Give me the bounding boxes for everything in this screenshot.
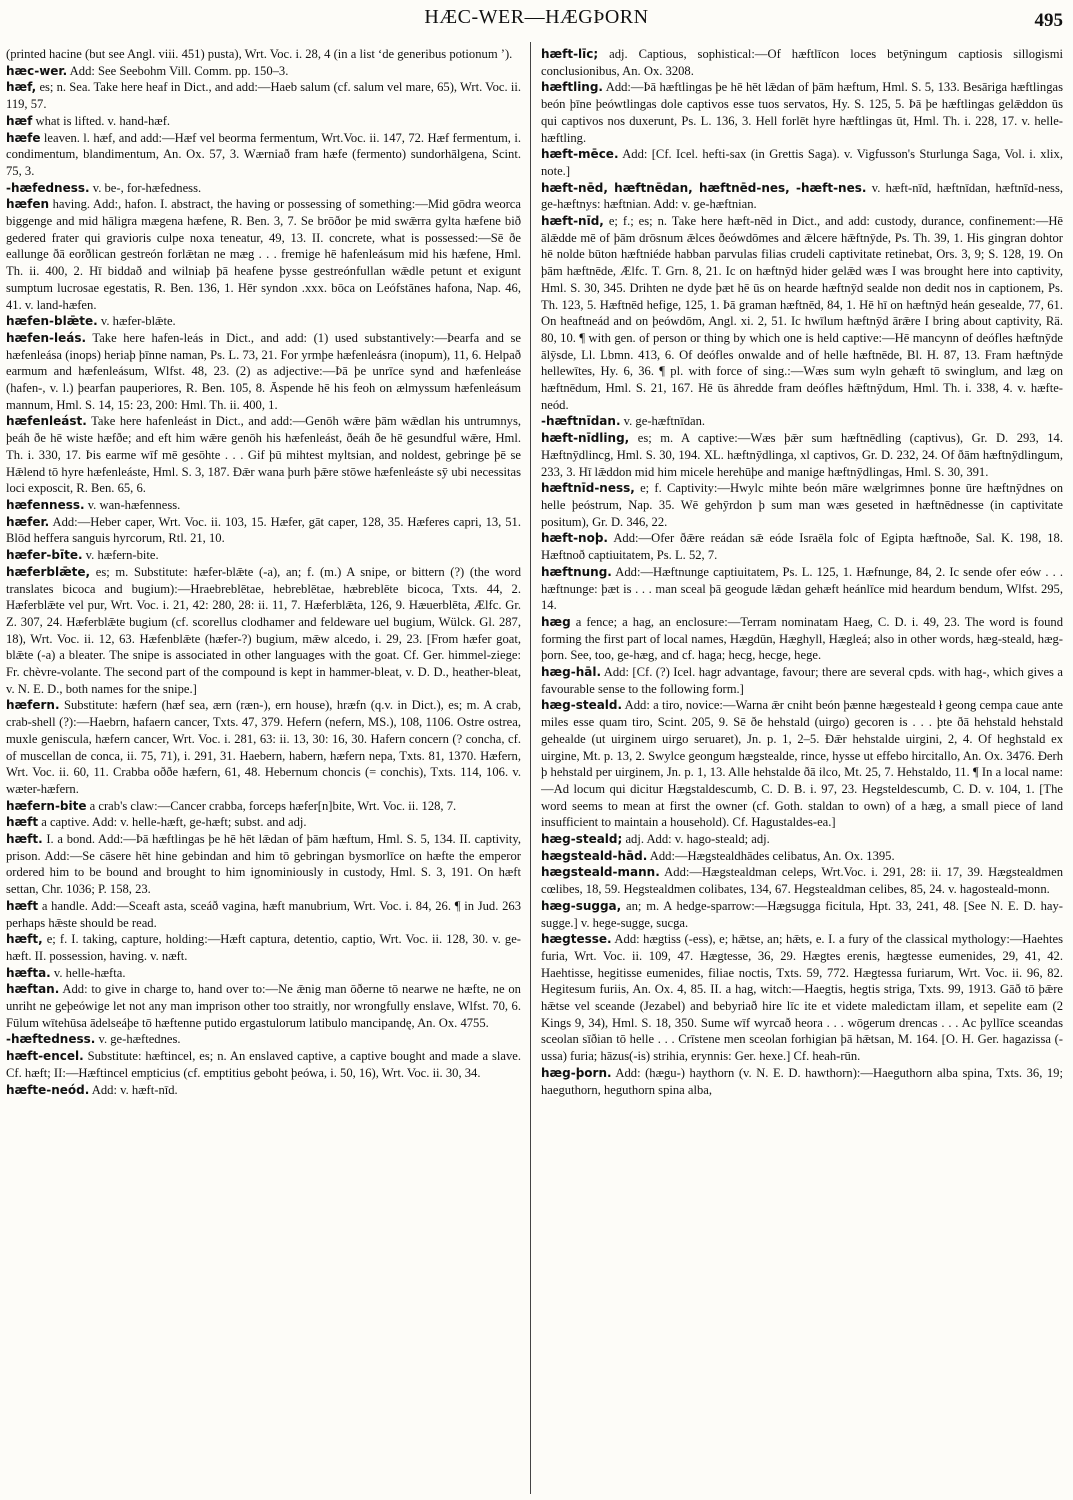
- dictionary-entry: [541, 530, 1063, 563]
- entry-definition: I. a bond. Add:—Þā hæftlingas þe hē hēt lǣdan of þām hæftum, Hml. S. 5, 134. II. captivity, prison. Add:—Se cāsere hēt hine gebindan and him tō gebringan bysmorlīce on hæfte the emperor ordered him to be bound and brought to him ignominiously in custody, Hml. S. 3, 191. On hæft settan, Chr. 1036; P. 158, 23.: [6, 832, 521, 897]
- entry-headword: hæfta.: [6, 965, 51, 980]
- entry-headword: hæfer-bīte.: [6, 548, 83, 563]
- dictionary-entry: [541, 848, 1063, 865]
- entry-headword: hæft.: [6, 832, 43, 847]
- entry-definition: Add:—Hægstealdhādes celibatus, An. Ox. 1395.: [649, 848, 895, 863]
- dictionary-entry: [6, 1048, 521, 1081]
- entry-definition: es; n. Sea. Take here heaf in Dict., and add:—Haeb salum (cf. salum vel mare, 65), Wrt. Voc. ii. 119, 57.: [6, 80, 521, 112]
- entry-definition: a crab's claw:—Cancer crabba, forceps hæfer[n]bite, Wrt. Voc. ii. 128, 7.: [89, 798, 457, 813]
- dictionary-entry: [541, 430, 1063, 480]
- dictionary-entry: [6, 413, 521, 497]
- dictionary-entry: [6, 514, 521, 547]
- entry-headword: hæfen-leás.: [6, 330, 87, 345]
- entry-headword: hæft-mēce.: [541, 147, 619, 162]
- dictionary-entry: [6, 497, 521, 514]
- dictionary-entry: [6, 330, 521, 414]
- entry-definition: v. wan-hæfenness.: [87, 497, 181, 512]
- dictionary-entry: [541, 146, 1063, 179]
- dictionary-entry: [541, 46, 1063, 79]
- entry-definition: a fence; a hag, an enclosure:—Terram nominatam Haeg, C. D. i. 49, 23. The word is found forming the first part of local names, Hægdūn, Hæghyll, Hægleá; also in other words, hæg-steald, hæg-þorn. See, too, ge-hæg, and cf. haga; hecg, hecge, hege.: [541, 614, 1063, 663]
- columns: [0, 46, 1073, 1494]
- entry-headword: hæftnung.: [541, 564, 612, 579]
- entry-headword: hæfte-neód.: [6, 1082, 90, 1097]
- dictionary-entry: [541, 413, 1063, 430]
- entry-definition: Add: a tiro, novice:—Warna ǣr cniht beón þænne hægesteald ł geong cempa caue ante miles esse quam tiro, Scint. 205, 9. Sē ðe hehstald (uirgo) gecoren is . . . þte ðā hehstald hehstald gehealde (ut uirginem uirgo seruaret), Jn. p. 1, 2–5. Ðǣr hehstalde uirgini, 2, 4. Of heghstald ex uirgine, Mt. p. 13, 2. Swylce geongum hægstealde, rince, hysse ut effebo hircitallo, An. Ox. 3476. Ðerh þ hehstald per uirginem, Jn. p. 1, 13. Alle hehstalde ðā ilco, Mt. 25, 7. Hehstaldo, 11. ¶ In a local name:—Ad locum qui dicitur Hægstaldescumb, C. D. B. i. 97, 23. Hegsteldescumb, C. D. v. 104, 1. [The word seems to mean at first the owner (cf. Goth. staldan to own) of a hæg, a small piece of land insufficient to maintain a household). Cf. Hagustaldes-ea.]: [541, 698, 1063, 830]
- dictionary-entry: [6, 180, 521, 197]
- left-column: [6, 46, 521, 1494]
- entry-headword: hæft,: [6, 932, 43, 947]
- dictionary-entry: [6, 697, 521, 797]
- entry-headword: hæg-hāl.: [541, 665, 601, 680]
- entry-headword: hæftnīd-ness,: [541, 481, 635, 496]
- entry-headword: hægsteald-hād.: [541, 848, 648, 863]
- entry-headword: hægtesse.: [541, 932, 612, 947]
- entry-definition: Take here hafenleást in Dict., and add:—Genōh wǣre þām wǣdlan his untrumnys, þeáh ðe hē wiste hæfðe; and eft him wǣre genōh his hæfenleást, ðeáh ðe hē gesundful wǣre, Hml. Th. i. 330, 17. Þis earme wīf mē gesōhte . . . Gif þū mihtest myltsian, and noldest, gebringe þē se Hǣlend tō hyre hæfenleáste, Hml. S. 3, 187. Ðǣr wana þurh þǣre stōwe hæfenleáste sȳ ubi necessitas loci exposcit, R. Ben. 65, 6.: [6, 414, 521, 496]
- entry-headword: hæfen: [6, 197, 50, 212]
- dictionary-entry: [6, 1031, 521, 1048]
- dictionary-entry: [6, 814, 521, 831]
- entry-definition: e; f. Captivity:—Hwylc mihte beón māre wælgrimnes þonne ūre hæftnȳdnes on helle þeóstrum, Nap. 35. Wē gehȳrdon þ sum man wæs geseted in hæftnēdnesse (in captivitate positum), Gr. D. 346, 22.: [541, 481, 1063, 529]
- entry-definition: v. ge-hæftednes.: [98, 1032, 181, 1047]
- dictionary-entry: [6, 113, 521, 130]
- entry-definition: Add: v. hæft-nīd.: [91, 1082, 178, 1097]
- entry-headword: -hæftedness.: [6, 1032, 96, 1047]
- entry-definition: Add:—Heber caper, Wrt. Voc. ii. 103, 15. Hæfer, gāt caper, 128, 35. Hæferes capri, 13, 51. Blōd heffera sanguis hyrcorum, Rtl. 21, 10.: [6, 514, 521, 546]
- running-head: HÆC-WER—HÆGÞORN: [424, 6, 649, 28]
- entry-definition: v. hæfern-bite.: [85, 548, 159, 563]
- page-header: [0, 4, 1073, 38]
- entry-definition: (printed hacine (but see Angl. viii. 451) pusta), Wrt. Voc. i. 28, 4 (in a list ‘de generibus potionum ’).: [6, 47, 513, 61]
- entry-definition: Add: [Cf. Icel. hefti-sax (in Grettis Saga). v. Vigfusson's Sturlunga Saga, Vol. i. xlix, note.]: [541, 147, 1063, 178]
- entry-headword: hæft: [6, 898, 39, 913]
- entry-headword: hægsteald-mann.: [541, 865, 660, 880]
- entry-headword: hæg: [541, 614, 571, 629]
- entry-definition: adj. Add: v. hago-steald; adj.: [625, 832, 770, 847]
- entry-headword: hæft-nīdling,: [541, 431, 630, 446]
- entry-definition: v. be-, for-hæfedness.: [92, 180, 202, 195]
- entry-headword: hæfen-blǣte.: [6, 314, 98, 329]
- entry-headword: hæf,: [6, 80, 37, 95]
- entry-headword: hæft: [6, 815, 39, 830]
- dictionary-entry: [6, 63, 521, 80]
- entry-headword: hæfenness.: [6, 497, 85, 512]
- entry-definition: v. helle-hæfta.: [53, 965, 126, 980]
- dictionary-entry: [541, 697, 1063, 831]
- entry-definition: e; f.; es; n. Take here hæft-nēd in Dict., and add: custody, durance, confinement:—Hē ālǣdde mē of þām drōsnum ǣlces ðeówdōmes and ǣlcere hǣftnȳde, Ps. Th. 39, 1. His gingran dohtor hē nolde būton hæftniéde habban parvulas filias crudeli captivitate retinebat, Ors. 3, 9; S. 128, 19. On þām hæftnēde, Ælfc. T. Grn. 8, 21. Ic on hæftnȳd hider gelǣd wæs I was brought here into captivity, Hml. S. 30, 345. Drihten ne dyde þæt hē ūs on hearde hæftnȳd sealde non dedit nos in captionem, Ps. Th. 123, 5. Hæftnēd hefige, 125, 1. Þā graman hæftnēd, 84, 1. Hē hī on hæftnȳd heán gesealde, 77, 61. On heaftneád and on þeówdōm, Angl. xi. 2, 51. Ic hwīlum hæftnȳd ārǣre I bring about captivity, Rä. 80, 10. ¶ with gen. of person or thing by which one is held captive:—Hē mancynn of deófles hæftnȳde ālȳsde, Ll. Lbmn. 413, 6. Of deófles onwalde and of helle hæftnēde, Bl. H. 87, 13. Fram hæftnȳde hellewītes, Hy. 6, 36. ¶ pl. with force of sing.:—Wæs sum wyln gehæft tō swinglum, and læg on hæftnēdum, Hml. S. 21, 167. Hē ūs āhredde fram deófles hǣftnȳdum, Hml. Th. i. 338, 4. v. hæfte-neód.: [541, 214, 1063, 412]
- dictionary-entry: [6, 313, 521, 330]
- entry-definition: leaven. l. hæf, and add:—Hæf vel beorma fermentum, Wrt.Voc. ii. 147, 72. Hæf fermentum, i. condimentum, blandimentum, An. Ox. 57, 3. Wærniað fram hæfe (fermento) sundorhālgena, Scint. 75, 3.: [6, 130, 521, 178]
- dictionary-entry: [6, 931, 521, 964]
- dictionary-entry: [6, 79, 521, 112]
- entry-definition: Add:—Þā hæftlingas þe hē hēt lǣdan of þām hæftum, Hml. S. 5, 133. Besāriga hæftlingas beón þīne þeówtlingas dole captivos esse tuos servatos, Hy. S. 125, 5. Þā þe hæftlingas gelǣddon ūs qui captivos nos duxerunt, Ps. L. 136, 3. Hell forlēt hyre hæftlingas ūt, Hml. Th. i. 228, 17. v. helle-hæftling.: [541, 80, 1063, 145]
- entry-definition: es; m. A captive:—Wæs þǣr sum hæftnēdling (captivus), Gr. D. 293, 14. Hæftnȳdlincg, Hml. S. 30, 194. XL. hæftnȳdlinga, xl captivos, Gr. D. 232, 24. Of ðām hæftnȳdlingum, 233, 3. Hī lǣddon mid him micele herehūþe and manige hæftnȳdlingas, Hml. S. 30, 391.: [541, 431, 1063, 479]
- entry-definition: v. hæfer-blǣte.: [100, 314, 176, 329]
- entry-headword: hæfer.: [6, 514, 50, 529]
- entry-definition: having. Add:, hafon. I. abstract, the having or possessing of something:—Mid gōdra weorca biggenge and mid hāligra mægena hæfene, R. Ben. 3, 7. Se brōðor þe mid swǣrra gylta hæfene bið gedered frater qui gravioris culpe noxa teneatur, 49, 13. II. concrete, what is possessed:—Sē ðe eallunge ðā eorðlican gestreón forlǣtan ne mæg . . . fremige hē hafenleásum mid his hæfene, Hml. Th. ii. 400, 2. Hī biddað and wilniaþ þā heafene þysse gestreónfullan wǣdle petunt et exigunt sumptum lucrosae egestatis, R. Ben. 136, 1. Hēr syndon .xxx. bōca on Leófstānes hafona, Nap. 46, 41. v. land-hæfen.: [6, 197, 521, 312]
- entry-headword: hæferblǣte,: [6, 564, 91, 579]
- dictionary-entry: [541, 564, 1063, 614]
- dictionary-entry: [541, 480, 1063, 530]
- entry-definition: Add: to give in charge to, hand over to:—Ne ǣnig man ōðerne tō nearwe ne hæfte, ne on unriht ne geþeówige let not any man imprison other too straitly, nor wrongfully enslave, Wlfst. 70, 6. Fūlum wītehūsa ādelseáþe tō hæftenne putido ergastulorum latibulo mancipandę, An. Ox. 4755.: [6, 982, 521, 1030]
- entry-definition: e; f. I. taking, capture, holding:—Hæft captura, detentio, captio, Wrt. Voc. ii. 128, 30. v. ge-hæft. II. possession, having. v. næft.: [6, 932, 521, 963]
- entry-headword: hæft-nīd,: [541, 214, 604, 229]
- dictionary-entry: [6, 1082, 521, 1099]
- entry-definition: Add: See Seebohm Vill. Comm. pp. 150–3.: [69, 63, 289, 78]
- dictionary-entry: [6, 981, 521, 1031]
- entry-headword: hæg-sugga,: [541, 898, 622, 913]
- dictionary-entry: [541, 213, 1063, 413]
- entry-headword: hæft-nēd, hæftnēdan, hæftnēd-nes, -hæft-nes.: [541, 180, 867, 195]
- page-number: 495: [1034, 10, 1063, 31]
- dictionary-entry: [541, 931, 1063, 1065]
- entry-headword: -hæfedness.: [6, 180, 90, 195]
- entry-headword: hæfern-bite: [6, 798, 87, 813]
- entry-definition: Substitute: hæfern (hæf sea, ærn (ræn-), ern house), hræfn (q.v. in Dict.), es; m. A crab, crab-shell (?):—Haebrn, hafaern cancer, Txts. 47, 379. Hefern (nefern, MS.), 108, 1106. Ostre ostrea, muxle geniscula, hæfern cancer, Wrt. Voc. i. 281, 63: ii. 13, 30: 16, 30. Hafern concern (? concha, cf. of muscellan de conca, ii. 75, 71), i. 291, 31. Haebern, habern, hæfern nepa, Txts. 81, 1370. Hæfern, Wrt. Voc. ii. 60, 11. Crabba oððe hæfern, 61, 48. Hebernum choncis (= conchis), Txts. 114, 106. v. wæter-hæfern.: [6, 698, 521, 796]
- dictionary-entry: [6, 898, 521, 931]
- entry-headword: -hæftnīdan.: [541, 414, 621, 429]
- entry-definition: what is lifted. v. hand-hæf.: [35, 113, 171, 128]
- entry-definition: es; m. Substitute: hæfer-blǣte (-a), an; f. (m.) A snipe, or bittern (?) (the word translates bicoca and bugium):—Hraebreblētae, hebreblētae, hæbreblēte bicoca, Txts. 44, 2. Hæferblǣte vel pur, Wrt. Voc. i. 21, 42: 280, 28: ii. 11, 7. Hæferblǣta, 126, 9. Hæuerblēta, Ælfc. Gr. Z. 307, 24. Hæferblǣte bugium (cf. scorellus clodhamer and feldeware uel bugium, Wülck. Gl. 287, 18), Wrt. Voc. ii. 12, 63. Hæfenblǣte (hæfer-?) bugium, mǣw alcedo, i. 29, 23. [From hæfer goat, blǣte (-a) a bleater. The snipe is associated in other languages with the goat. Cf. Ger. himmel-ziege: Fr. chèvre-volante. The second part of the compound is kept in hammer-bleat, v. D. D., heather-bleat, v. N. E. D., both names for the snipe.]: [6, 564, 521, 696]
- entry-definition: an; m. A hedge-sparrow:—Hægsugga ficitula, Hpt. 33, 241, 48. [See N. E. D. hay-sugge.] v. hege-sugge, sucga.: [541, 898, 1063, 930]
- dictionary-entry: [541, 79, 1063, 146]
- entry-definition: Add: (hægu-) haythorn (v. N. E. D. hawthorn):—Haeguthorn alba spina, Txts. 36, 19; haeguthorn, heguthorn spina alba,: [541, 1065, 1063, 1097]
- dictionary-entry: [6, 130, 521, 180]
- dictionary-entry: [541, 831, 1063, 848]
- entry-definition: adj. Captious, sophistical:—Of hæftlīcon loces betȳningum captiosis sillogismi conclusionibus, An. Ox. 3208.: [541, 47, 1063, 78]
- entry-headword: hæfenleást.: [6, 414, 87, 429]
- entry-definition: a captive. Add: v. helle-hæft, ge-hæft; subst. and adj.: [41, 815, 307, 830]
- entry-definition: Substitute: hæftincel, es; n. An enslaved captive, a captive bought and made a slave. Cf. hæft; II:—Hæftincel empticius (cf. emptitius geboht þeówa, i. 50, 16), Wrt. Voc. ii. 30, 34.: [6, 1049, 521, 1080]
- dictionary-entry: [541, 1065, 1063, 1098]
- dictionary-entry: [6, 46, 521, 63]
- dictionary-entry: [6, 564, 521, 698]
- entry-definition: Take here hafen-leás in Dict., and add: (1) used substantively:—Þearfa and se hæfenleása (inops) heriaþ þīnne naman, Ps. L. 73, 21. For yrmþe hæfenleásra (inopum), 11, 6. Helpað earmum and hæfenleásum, Wlfst. 48, 23. (2) as adjective:—Þā þe unrīce synd and hæfenleáse (hafen-, v. l.) þearfan pauperiores, R. Ben. 105, 8. Āspende hē his feoh on ælmyssum hæfenleásum mannum, Hml. S. 14, 15: 23, 200: Hml. Th. ii. 400, 1.: [6, 330, 521, 412]
- entry-headword: hæftan.: [6, 982, 60, 997]
- entry-definition: Add:—Hægstealdman celeps, Wrt.Voc. i. 291, 28: ii. 17, 39. Hægstealdmen cœlibes, 18, 59. Hegstealdmen colibates, 134, 67. Hegstealdman celibes, 85, 24. v. hagosteald-monn.: [541, 865, 1063, 897]
- right-column: [541, 46, 1063, 1494]
- dictionary-entry: [541, 664, 1063, 697]
- entry-headword: hæg-steald;: [541, 832, 623, 847]
- entry-headword: hæg-þorn.: [541, 1065, 612, 1080]
- entry-headword: hæft-encel.: [6, 1049, 84, 1064]
- entry-headword: hæftling.: [541, 80, 603, 95]
- dictionary-entry: [6, 547, 521, 564]
- dictionary-entry: [6, 831, 521, 898]
- entry-headword: hæc-wer.: [6, 63, 68, 78]
- dictionary-entry: [6, 798, 521, 815]
- entry-definition: v. ge-hæftnīdan.: [623, 414, 706, 429]
- entry-headword: hæft-līc;: [541, 47, 599, 61]
- entry-headword: hæf: [6, 113, 33, 128]
- entry-definition: Add: [Cf. (?) Icel. hagr advantage, favour; there are several cpds. with hag-, which gives a favourable sense to the following form.]: [541, 665, 1063, 696]
- entry-headword: hæfern.: [6, 698, 60, 713]
- dictionary-entry: [541, 898, 1063, 931]
- dictionary-entry: [541, 864, 1063, 897]
- entry-headword: hæfe: [6, 130, 41, 145]
- dictionary-entry: [6, 965, 521, 982]
- dictionary-entry: [6, 196, 521, 313]
- entry-definition: Add:—Ofer ðǣre reádan sǣ eóde Israēla folc of Egipta hæftnoðe, Sal. K. 198, 18. Hæftnoð captiuitatem, Ps. L. 52, 7.: [541, 531, 1063, 563]
- entry-definition: v. hæft-nīd, hæftnīdan, hæftnīd-ness, ge-hæftnys: hæftnian. Add: v. ge-hæftnian.: [541, 180, 1063, 212]
- entry-definition: a handle. Add:—Sceaft asta, sceáð vagina, hæft manubrium, Wrt. Voc. i. 84, 26. ¶ in Jud. 263 perhaps hǣste should be read.: [6, 898, 521, 930]
- entry-headword: hæft-noþ.: [541, 531, 608, 546]
- dictionary-entry: [541, 180, 1063, 213]
- entry-headword: hæg-steald.: [541, 698, 623, 713]
- entry-definition: Add:—Hæftnunge captiuitatem, Ps. L. 125, 1. Hæfnunge, 84, 2. Ic sende ofer eów . . . hæftnunge: þæt is . . . man sceal þā geogude lǣdan gehæft heánlīce mid heardum bendum, Wlfst. 295, 14.: [541, 564, 1063, 613]
- entry-definition: Add: hægtiss (-ess), e; hǣtse, an; hǣts, e. I. a fury of the classical mythology:—Haehtes furia, Wrt. Voc. ii. 109, 47. Hægtesse, 36, 29. Hægtes erenis, hægtesse eumenides, 29, 41, 42. Haehtisse, hegitisse eumenides, filiae noctis, Txts. 59, 772. Hægtessa furiarum, Wrt. Voc. ii. 96, 82. Hegitesum furiis, An. Ox. 4, 85. II. a hag, witch:—Haegtis, hegtis striga, Txts. 99, 1913. Gāð tō þǣre hǣtse vel sceande (Jezabel) and bebyriað hire līc ite et videte maledictam illam, et sepelite eam (2 Kings 9, 34), Hml. S. 18, 350. Sume wīf wyrcað heora . . . wōgerum drencas . . . Ac þyllīce sceandas sceolan sīðian tō helle . . . Crīstene men sceolan forhigian þā hǣtsan, M. 164. [O. H. Ger. hagazissa (-ussa) furia; hāzus(-is) strihia, erynnis: Ger. hexe.] Cf. heah-rūn.: [541, 932, 1063, 1064]
- dictionary-entry: [541, 614, 1063, 664]
